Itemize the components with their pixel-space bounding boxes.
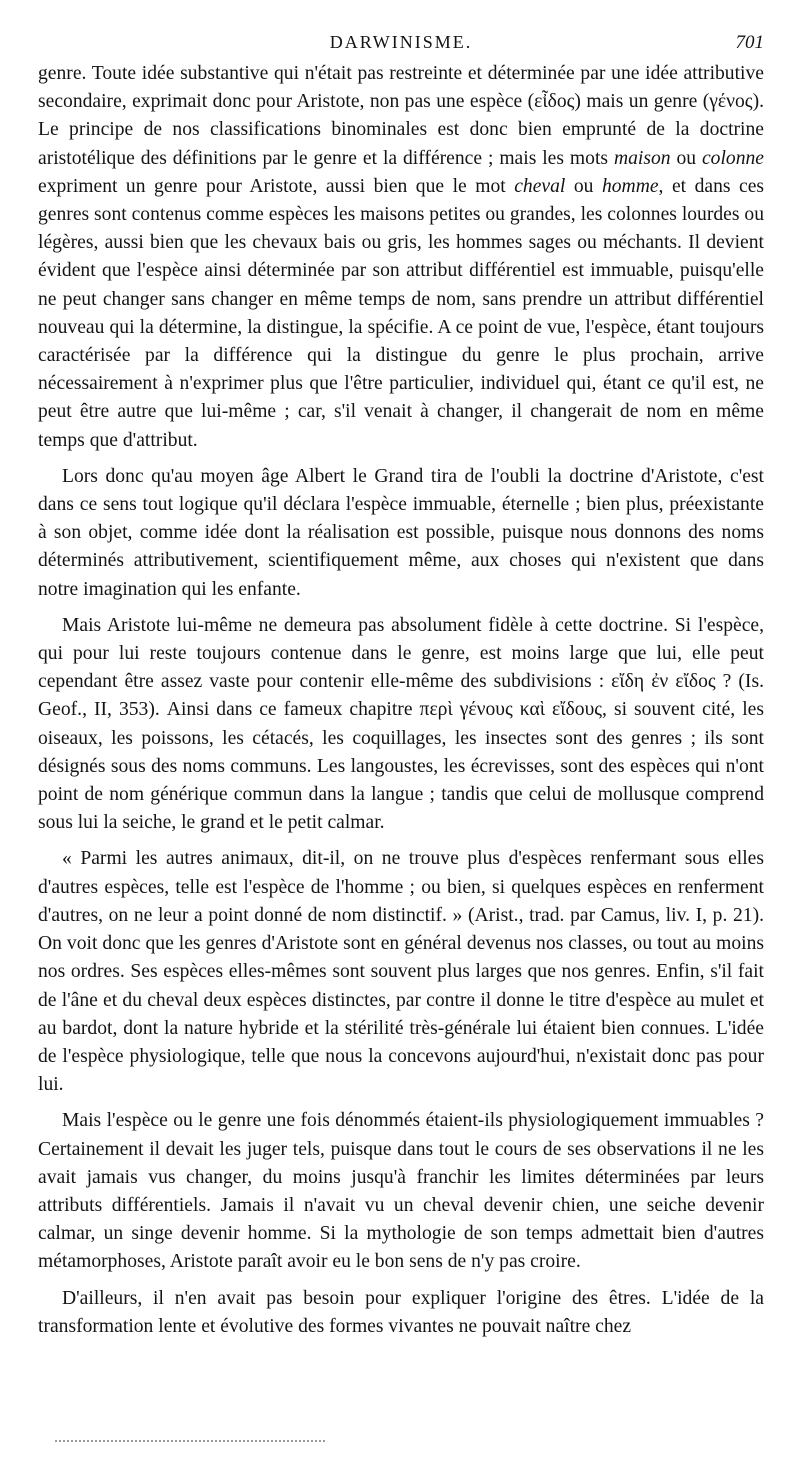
italic-term: colonne xyxy=(701,147,765,169)
paragraph-1 xyxy=(38,60,764,455)
italic-term: cheval xyxy=(514,175,566,197)
running-head xyxy=(38,26,764,60)
body-text xyxy=(38,60,764,1341)
text-segment: ou xyxy=(565,175,602,197)
paragraph-2 xyxy=(38,463,764,604)
paragraph-6 xyxy=(38,1285,764,1341)
text-segment: Mais l'espèce ou le genre une fois dénommés étaient-ils physiologiquement immuables ? Certainement il devait les juger tels, puisque dans tout le cours de ses observations il ne les avait jamais vus changer, du moins jusqu'à franchir les limites déterminées par leurs attributs différentiels. Jamais il n'avait vu un cheval devenir chien, une seiche devenir calmar, un singe devenir homme. Si la mythologie de son temps admettait bien d'autres métamorphoses, Aristote paraît avoir eu le bon sens de n'y pas croire. xyxy=(38,1110,764,1273)
paragraph-5 xyxy=(38,1107,764,1276)
text-segment: « Parmi les autres animaux, dit-il, on ne trouve plus d'espèces renfermant sous elles d'autres espèces, telle est l'espèce de l'homme ; ou bien, si quelques espèces en renferment d'autres, on ne leur a point donné de nom distinctif. » (Arist., trad. par Camus, liv. I, p. 21). On voit donc que les genres d'Aristote sont en général devenus nos classes, ou tout au moins nos ordres. Ses espèces elles-mêmes sont souvent plus larges que nos genres. Enfin, s'il fait de l'âne et du cheval deux espèces distinctes, par contre il donne le titre d'espèce au mulet et au bardot, dont la nature hybride et la stérilité très-générale lui étaient bien connues. L'idée de l'espèce physiologique, telle que nous la concevons aujourd'hui, n'existait donc pas pour lui. xyxy=(38,848,764,1096)
text-segment: Mais Aristote lui-même ne demeura pas absolument fidèle à cette doctrine. Si l'espèce, qui pour lui reste toujours contenue dans le genre, est moins large que lui, elle peut cependant être assez vaste pour contenir elle-même des subdivisions : εἴδη ἐν εἴδος ? (Is. Geof., II, 353). Ainsi dans ce fameux chapitre περὶ γένους καὶ εἴδους, si souvent cité, les oiseaux, les poissons, les cétacés, les coquillages, les insectes sont des genres ; ils sont désignés sous des noms communs. Les langoustes, les écrevisses, sont des espèces qui n'ont point de nom générique commun dans la langue ; tandis que celui de mollusque comprend sous lui la seiche, le grand et le petit calmar. xyxy=(38,614,764,834)
italic-term: homme xyxy=(601,175,659,197)
text-segment: Lors donc qu'au moyen âge Albert le Grand tira de l'oubli la doctrine d'Aristote, c'est dans ce sens tout logique qu'il déclara l'espèce immuable, éternelle ; bien plus, préexistante à son objet, comme idée dont la réalisation est possible, puisque nous donnons des noms déterminés attributivement, scientifiquement même, aux choses qui n'existent que dans notre imagination qui les enfante. xyxy=(38,465,764,600)
paragraph-4 xyxy=(38,845,764,1099)
footer-printer-marks xyxy=(55,1440,325,1446)
running-title: DARWINISME. xyxy=(329,32,473,52)
page-number: 701 xyxy=(735,32,764,53)
text-segment: genre. Toute idée substantive qui n'était pas restreinte et déterminée par une idée attributive secondaire, exprimait donc pour Aristote, non pas une espèce (εἶδος) mais un genre (γένος). Le principe de nos classifications binominales est donc bien emprunté de la doctrine aristotélique des définitions par le genre et la différence ; mais les mots xyxy=(38,63,764,169)
text-segment: ou xyxy=(670,147,702,169)
text-segment: , et dans ces genres sont contenus comme espèces les maisons petites ou grandes, les colonnes lourdes ou légères, aussi bien que les chevaux bais ou gris, les hommes sages ou méchants. Il devient évident que l'espèce ainsi déterminée par son attribut différentiel est immuable, puisqu'elle ne peut changer sans changer en même temps de nom, sans prendre un attribut différentiel nouveau qui la détermine, la distingue, la spécifie. A ce point de vue, l'espèce, étant toujours caractérisée par la différence qui la distingue du genre le plus prochain, arrive nécessairement à n'exprimer plus que l'être particulier, individuel qui, étant ce qu'il est, ne peut être autre que lui-même ; car, s'il venait à changer, il changerait de nom en même temps que d'attribut. xyxy=(38,175,765,451)
italic-term: maison xyxy=(613,147,671,169)
text-segment: D'ailleurs, il n'en avait pas besoin pour expliquer l'origine des êtres. L'idée de la transformation lente et évolutive des formes vivantes ne pouvait naître chez xyxy=(38,1287,764,1337)
paragraph-3 xyxy=(38,612,764,838)
text-segment: expriment un genre pour Aristote, aussi bien que le mot xyxy=(38,175,515,197)
